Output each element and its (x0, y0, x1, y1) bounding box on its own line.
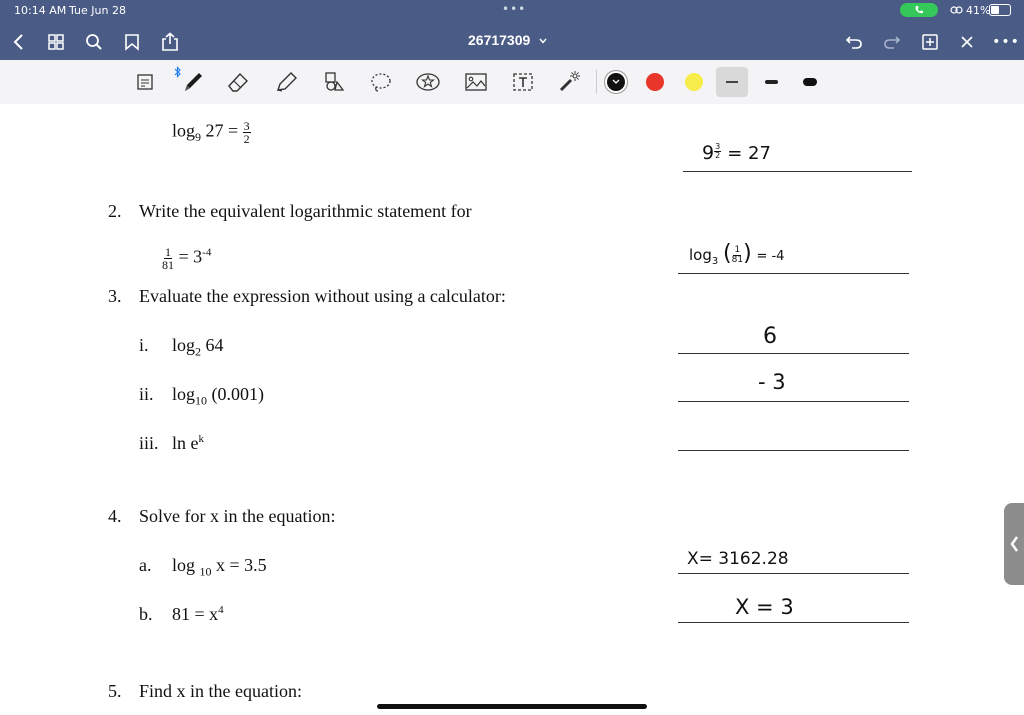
q2-exp: -4 (202, 246, 212, 259)
q2-answer-base: 3 (711, 256, 719, 267)
q3-iii-expr (172, 433, 204, 454)
more-icon: ••• (992, 34, 1020, 50)
grid-view-button[interactable] (46, 30, 66, 54)
q2-answer-fraction (732, 246, 743, 265)
q4-a-base: 10 (199, 564, 212, 579)
star-sticker-icon (415, 70, 441, 94)
color-yellow[interactable] (681, 68, 707, 96)
q2-answer-log: log (689, 246, 712, 264)
redo-icon (883, 34, 901, 50)
battery-percent: 41% (966, 4, 991, 17)
q3-ii-log: log (172, 384, 196, 404)
highlighter-tool[interactable] (272, 68, 300, 96)
red-swatch (646, 73, 664, 91)
shapes-tool[interactable] (320, 68, 348, 96)
q1-base: 9 (195, 130, 202, 145)
image-tool[interactable] (462, 68, 490, 96)
sticker-tool[interactable] (414, 68, 442, 96)
q4-b-answer: X = 3 (735, 595, 794, 619)
call-indicator[interactable] (900, 3, 938, 17)
q2-answer-paren-close: ) (743, 241, 752, 266)
laser-pointer-icon (557, 70, 583, 94)
q2-den: 81 (162, 258, 174, 272)
q1-log: log (172, 120, 196, 141)
yellow-swatch (685, 73, 703, 91)
thin-stroke-icon (726, 81, 738, 83)
q1-num: 3 (243, 119, 250, 133)
answer-line-7 (678, 622, 909, 623)
q2-number: 2. (108, 201, 122, 221)
q3-iii-ln: ln e (172, 433, 199, 453)
color-red[interactable] (642, 68, 668, 96)
q1-arg: 27 = (205, 120, 239, 141)
q3-iii-label: iii. (139, 433, 159, 453)
highlighter-icon (273, 70, 299, 94)
phone-icon (914, 5, 924, 15)
q4-number: 4. (108, 506, 122, 526)
chevron-left-icon (12, 33, 24, 51)
answer-line-6 (678, 573, 909, 574)
close-pen-icon (958, 33, 976, 51)
document-lock-icon (135, 72, 155, 92)
q2-answer (689, 241, 784, 267)
more-options-button[interactable] (994, 30, 1018, 54)
image-icon (463, 70, 489, 94)
q3-ii-expr (172, 384, 264, 409)
q2-fraction (162, 246, 174, 271)
q2-answer-den: 81 (731, 255, 744, 265)
share-icon (161, 32, 179, 52)
q1-answer-rest: = 27 (727, 143, 771, 164)
q3-i-answer: 6 (763, 324, 777, 349)
answer-line-1 (683, 171, 912, 172)
q4-b-expr (172, 604, 224, 625)
q2-answer-rest: = -4 (756, 249, 785, 264)
q4-b-exp: 4 (218, 604, 224, 616)
answer-line-5 (678, 450, 909, 451)
q1-fraction (243, 120, 251, 145)
chevron-left-icon (1009, 535, 1019, 553)
q5-text: Find x in the equation: (139, 681, 302, 701)
toolbar-divider (596, 70, 597, 94)
text-box-icon (510, 70, 536, 94)
q2-num: 1 (165, 245, 171, 259)
top-bar (0, 0, 1024, 60)
q2-text: Write the equivalent logarithmic statement for (139, 201, 472, 221)
add-page-icon (921, 33, 939, 51)
search-button[interactable] (84, 30, 104, 54)
q2-answer-paren-open: ( (723, 241, 732, 266)
q1-equation (172, 120, 251, 145)
q1-answer-exp-num: 3 (715, 142, 721, 151)
pen-icon (181, 70, 205, 94)
answer-line-4 (678, 401, 909, 402)
stroke-thin[interactable] (716, 67, 748, 97)
eraser-tool[interactable] (224, 68, 252, 96)
q2-equation (162, 246, 211, 271)
shapes-icon (321, 70, 347, 94)
q3-ii-label: ii. (139, 384, 154, 404)
eraser-icon (225, 70, 251, 94)
q2-rhs: = 3 (178, 246, 203, 267)
chevron-down-icon (612, 79, 620, 85)
q3-iii-exp: k (198, 433, 204, 445)
q3-text: Evaluate the expression without using a calculator: (139, 286, 506, 306)
add-page-button[interactable] (919, 30, 941, 54)
status-time: 10:14 AM (14, 4, 67, 17)
back-button[interactable] (8, 30, 28, 54)
color-black[interactable] (603, 68, 629, 96)
q3-ii-answer: - 3 (758, 370, 786, 394)
close-toolbar-button[interactable] (956, 30, 978, 54)
sidebar-pull-tab[interactable] (1004, 503, 1024, 585)
q3-i-base: 2 (195, 344, 202, 359)
q3-ii-base: 10 (195, 393, 208, 408)
battery-icon (989, 4, 1011, 16)
q4-a-rest: x = 3.5 (216, 555, 267, 575)
document-title-button[interactable] (468, 32, 547, 48)
q1-answer (702, 142, 771, 164)
thick-stroke-icon (803, 78, 817, 86)
q3-i-expr (172, 335, 224, 360)
grid-icon (47, 33, 65, 51)
q1-answer-exp-den: 2 (715, 151, 721, 160)
search-icon (85, 33, 103, 51)
q4-b-eq: 81 = x (172, 604, 219, 624)
home-indicator[interactable] (377, 704, 647, 709)
bookmark-button[interactable] (122, 30, 142, 54)
q4-a-label: a. (139, 555, 152, 575)
read-only-tool[interactable] (133, 68, 157, 96)
undo-icon (845, 34, 863, 50)
stroke-medium[interactable] (758, 68, 784, 96)
answer-line-2 (678, 273, 909, 274)
q1-answer-base: 9 (702, 142, 715, 164)
document-title: 26717309 (468, 32, 531, 48)
q1-answer-exp (714, 143, 721, 160)
bookmark-icon (124, 33, 140, 51)
q4-a-log: log (172, 555, 196, 575)
text-tool[interactable] (509, 68, 537, 96)
link-icon (950, 5, 963, 15)
medium-stroke-icon (765, 80, 778, 84)
share-button[interactable] (159, 30, 181, 54)
q4-text: Solve for x in the equation: (139, 506, 336, 526)
laser-pointer-tool[interactable] (556, 68, 584, 96)
q4-a-expr (172, 555, 267, 580)
answer-line-3 (678, 353, 909, 354)
stroke-thick[interactable] (797, 68, 823, 96)
q2-answer-num: 1 (734, 245, 741, 255)
pen-tool[interactable] (180, 68, 206, 96)
q4-b-label: b. (139, 604, 153, 624)
multitask-dots[interactable]: ••• (502, 2, 527, 16)
q3-i-label: i. (139, 335, 149, 355)
q4-a-answer: X= 3162.28 (687, 549, 789, 569)
q1-den: 2 (243, 132, 250, 146)
chevron-down-icon (539, 38, 547, 44)
redo-button[interactable] (881, 30, 903, 54)
lasso-icon (368, 70, 394, 94)
selected-color-swatch (607, 73, 625, 91)
q3-ii-arg: (0.001) (211, 384, 265, 404)
q5-number: 5. (108, 681, 122, 701)
lasso-tool[interactable] (367, 68, 395, 96)
undo-button[interactable] (843, 30, 865, 54)
notebook-page[interactable] (0, 104, 1024, 715)
status-date: Tue Jun 28 (69, 4, 126, 17)
q3-i-log: log (172, 335, 196, 355)
q3-i-arg: 64 (205, 335, 224, 355)
q3-number: 3. (108, 286, 122, 306)
